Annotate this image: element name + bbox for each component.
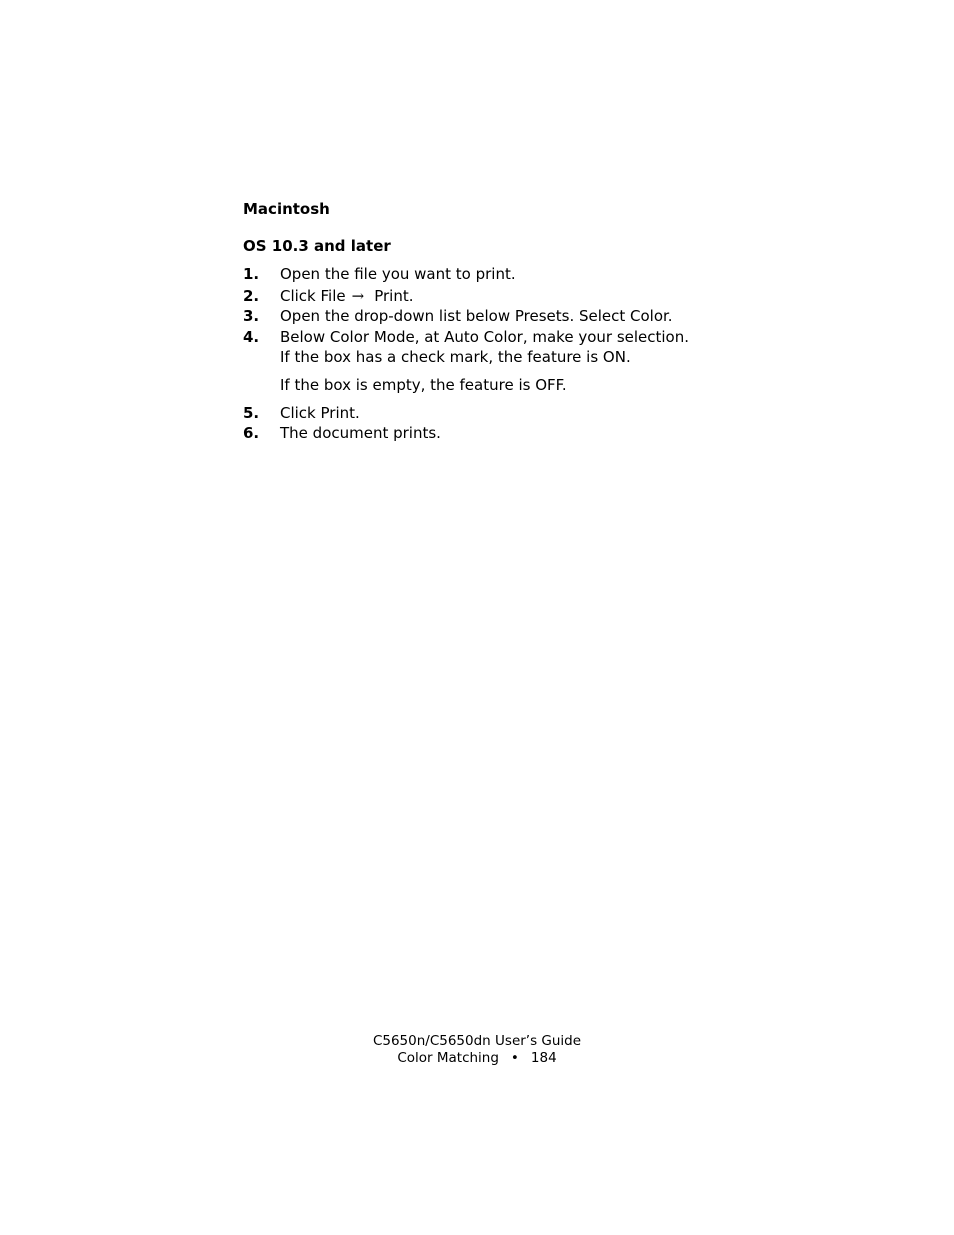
step-number: 3. <box>243 307 260 325</box>
page-number: 184 <box>530 1050 557 1066</box>
right-arrow-icon: → <box>351 287 365 305</box>
step-text: Click Print. <box>280 404 360 422</box>
footer-guide-title: C5650n/C5650dn User’s Guide <box>372 1033 582 1049</box>
footer-section-line <box>0 1050 954 1067</box>
platform-heading: Macintosh <box>243 200 330 218</box>
step-text: The document prints. <box>280 424 441 442</box>
bullet-separator-icon: • <box>510 1050 519 1066</box>
step-text-before-arrow: Click File <box>280 287 346 305</box>
step-4-note-on: If the box has a check mark, the feature is ON. <box>280 348 631 366</box>
step-4-note-off: If the box is empty, the feature is OFF. <box>280 376 567 394</box>
step-number: 1. <box>243 265 260 283</box>
step-text: Open the file you want to print. <box>280 265 516 283</box>
step-text <box>280 286 413 306</box>
step-text: Below Color Mode, at Auto Color, make your selection. <box>280 328 690 346</box>
os-version-heading: OS 10.3 and later <box>243 237 391 255</box>
step-number: 6. <box>243 424 260 442</box>
step-number: 2. <box>243 287 260 305</box>
footer-section: Color Matching <box>397 1050 499 1066</box>
step-text: Open the drop-down list below Presets. Select Color. <box>280 307 673 325</box>
step-text-after-arrow: Print. <box>374 287 414 305</box>
step-number: 4. <box>243 328 260 346</box>
step-number: 5. <box>243 404 260 422</box>
